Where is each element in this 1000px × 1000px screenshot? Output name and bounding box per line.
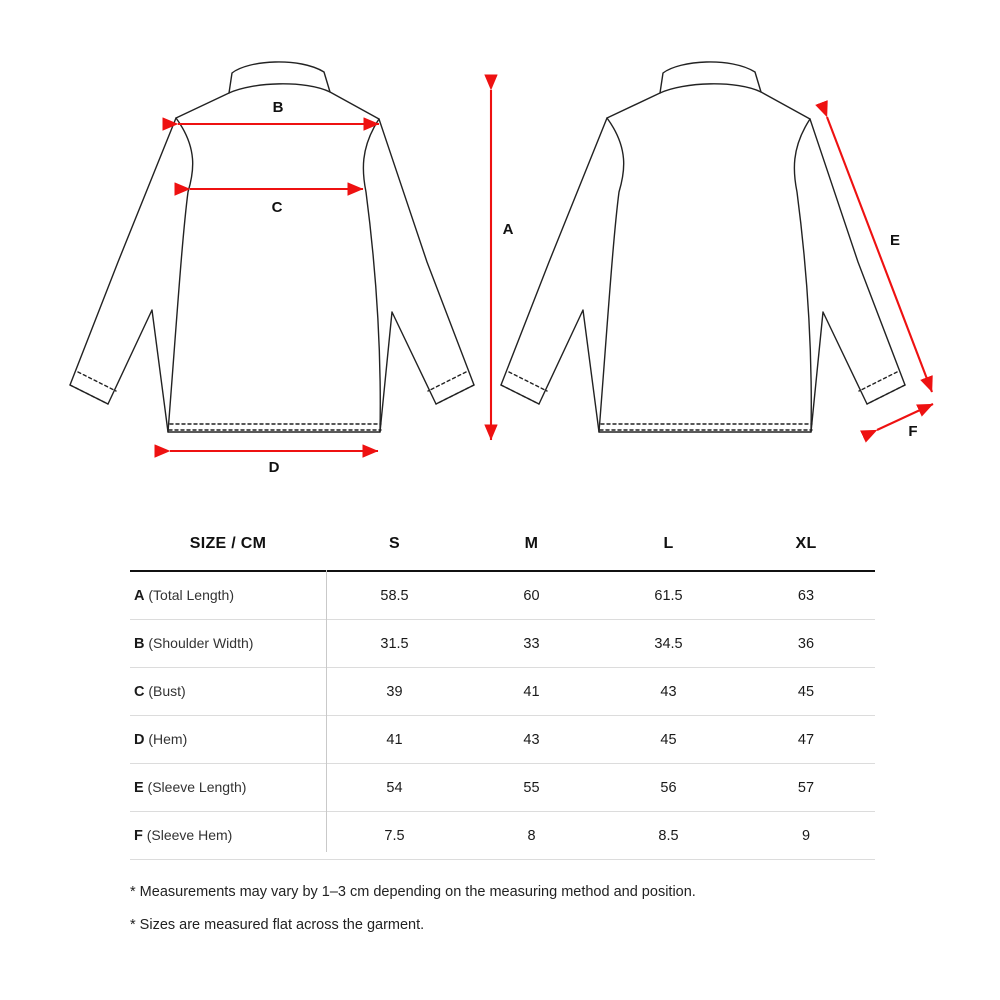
dimension-letters xyxy=(269,99,918,476)
table-row xyxy=(130,812,875,860)
cell-c-xl: 45 xyxy=(737,668,875,716)
dim-label-c: C xyxy=(271,199,283,216)
footnote-1: * Measurements may vary by 1–3 cm depending on the measuring method and position. xyxy=(130,884,696,900)
table-row xyxy=(130,571,875,620)
cell-e-m: 55 xyxy=(463,764,600,812)
table-column-divider xyxy=(326,570,327,852)
column-header-size: SIZE / CM xyxy=(130,518,326,571)
cell-a-l: 61.5 xyxy=(600,571,737,620)
cell-c-m: 41 xyxy=(463,668,600,716)
cell-d-m: 43 xyxy=(463,716,600,764)
row-desc: (Hem) xyxy=(144,731,188,747)
table-header-row xyxy=(130,518,875,571)
cell-d-xl: 47 xyxy=(737,716,875,764)
row-code: C xyxy=(134,684,145,700)
table-header xyxy=(130,518,875,571)
cell-f-m: 8 xyxy=(463,812,600,860)
table-row xyxy=(130,668,875,716)
dim-label-e: E xyxy=(889,232,901,249)
table-body xyxy=(130,571,875,860)
cell-b-xl: 36 xyxy=(737,620,875,668)
row-code: D xyxy=(134,732,145,748)
cell-c-s: 39 xyxy=(326,668,463,716)
cell-d-s: 41 xyxy=(326,716,463,764)
cell-a-xl: 63 xyxy=(737,571,875,620)
row-header-a xyxy=(130,571,326,620)
row-header-b xyxy=(130,620,326,668)
table-row xyxy=(130,764,875,812)
row-desc: (Sleeve Hem) xyxy=(142,827,233,843)
cell-a-m: 60 xyxy=(463,571,600,620)
column-header-xl: XL xyxy=(737,518,875,571)
cell-f-l: 8.5 xyxy=(600,812,737,860)
cell-b-s: 31.5 xyxy=(326,620,463,668)
cell-b-l: 34.5 xyxy=(600,620,737,668)
row-desc: (Shoulder Width) xyxy=(144,635,254,651)
dim-label-b: B xyxy=(272,99,284,116)
table-row xyxy=(130,620,875,668)
row-header-f xyxy=(130,812,326,860)
cell-b-m: 33 xyxy=(463,620,600,668)
front-view-illustration xyxy=(70,62,474,432)
cell-f-s: 7.5 xyxy=(326,812,463,860)
column-header-m: M xyxy=(463,518,600,571)
row-header-c xyxy=(130,668,326,716)
cell-c-l: 43 xyxy=(600,668,737,716)
cell-e-l: 56 xyxy=(600,764,737,812)
table-row xyxy=(130,716,875,764)
row-desc: (Bust) xyxy=(144,683,186,699)
footnote-2: * Sizes are measured flat across the garment. xyxy=(130,917,425,933)
size-table-container xyxy=(130,518,875,860)
cell-d-l: 45 xyxy=(600,716,737,764)
row-desc: (Total Length) xyxy=(144,587,234,603)
row-header-d xyxy=(130,716,326,764)
cell-e-xl: 57 xyxy=(737,764,875,812)
dim-label-d: D xyxy=(268,459,280,476)
dim-label-a: A xyxy=(502,221,514,238)
row-code: B xyxy=(134,636,145,652)
column-header-s: S xyxy=(326,518,463,571)
row-code: E xyxy=(134,780,144,796)
dim-label-f: F xyxy=(908,423,918,440)
cell-f-xl: 9 xyxy=(737,812,875,860)
footnotes xyxy=(130,884,930,950)
row-desc: (Sleeve Length) xyxy=(143,779,247,795)
cell-a-s: 58.5 xyxy=(326,571,463,620)
row-code: A xyxy=(134,588,145,604)
row-header-e xyxy=(130,764,326,812)
size-table xyxy=(130,518,875,860)
column-header-l: L xyxy=(600,518,737,571)
back-view-illustration xyxy=(501,62,905,432)
row-code: F xyxy=(134,828,143,844)
cell-e-s: 54 xyxy=(326,764,463,812)
